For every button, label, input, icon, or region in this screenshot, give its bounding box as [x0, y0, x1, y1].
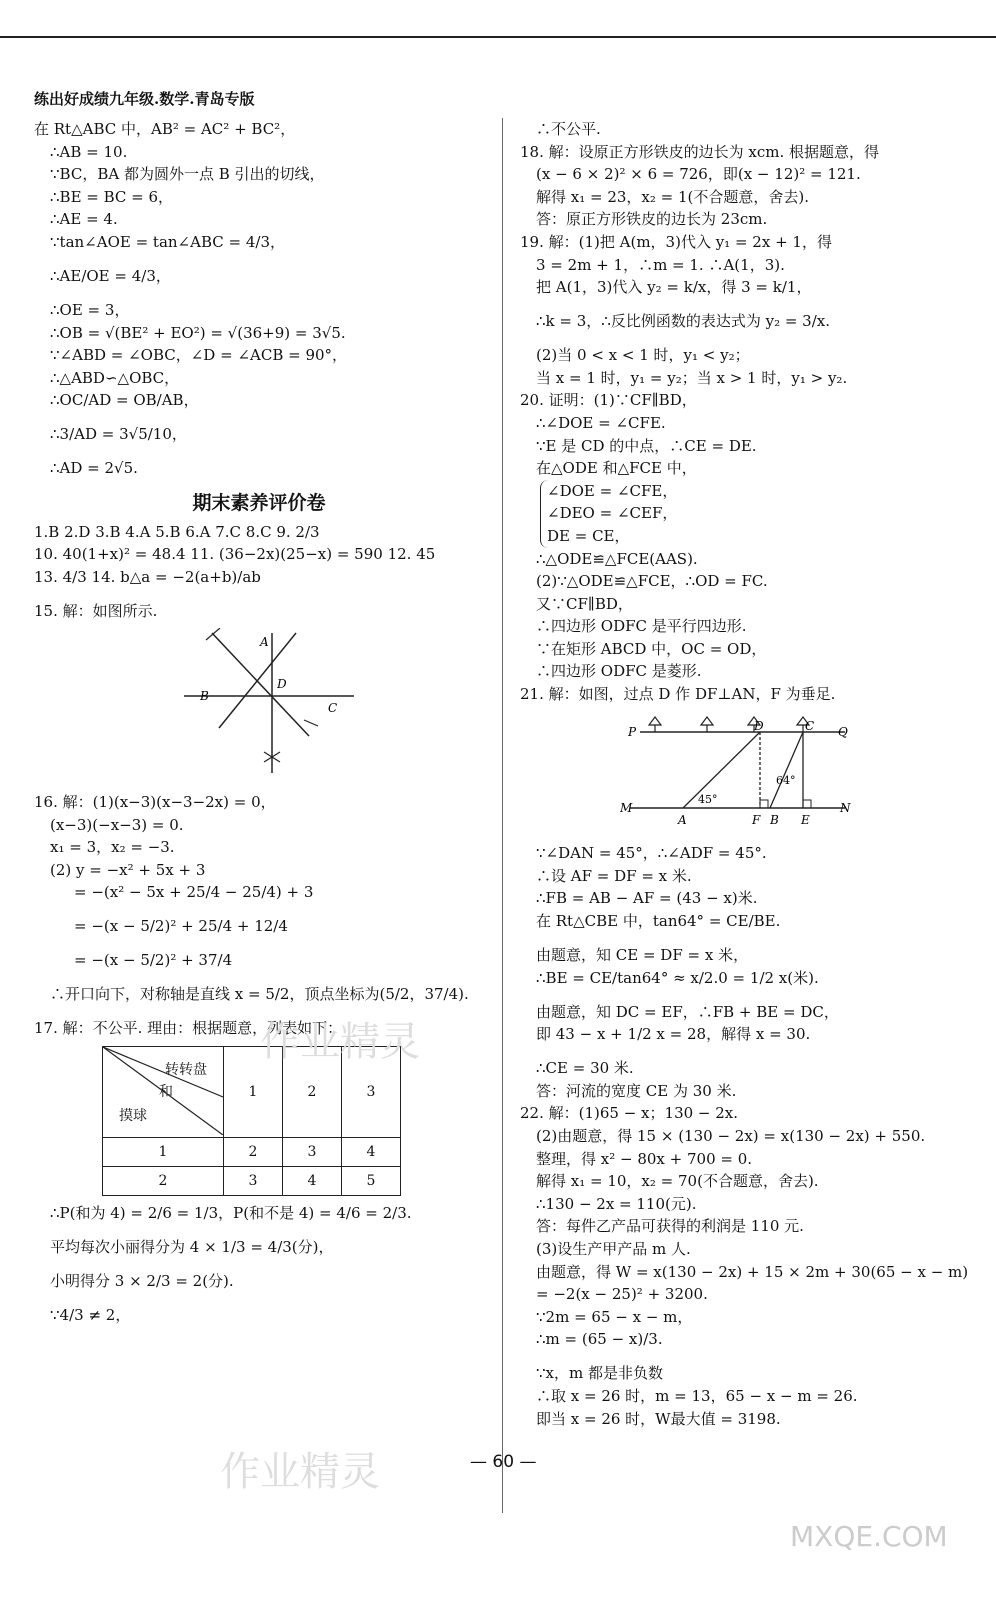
- label-d: D: [277, 677, 287, 692]
- watermark: 作业精灵: [220, 1449, 380, 1495]
- text-line: 小明得分 3 × 2/3 = 2(分).: [50, 1271, 234, 1290]
- text-line: ∴AB = 10.: [50, 142, 128, 161]
- text-line: ∴四边形 ODFC 是平行四边形.: [536, 617, 747, 636]
- label-a: A: [678, 812, 687, 827]
- text-line: ∴取 x = 26 时，m = 13，65 − x − m = 26.: [536, 1386, 858, 1405]
- text-line: ∴BE = BC = 6，: [50, 187, 174, 206]
- text-line: (2)当 0 < x < 1 时，y₁ < y₂；: [536, 346, 750, 365]
- text-line: ∵∠DAN = 45°，∴∠ADF = 45°.: [536, 844, 767, 863]
- table-row: [103, 1166, 401, 1195]
- text-line: ∴P(和为 4) = 2/6 = 1/3，P(和不是 4) = 4/6 = 2/3.: [50, 1203, 412, 1222]
- text-line: = −(x − 5/2)² + 37/4: [74, 951, 233, 970]
- sum-table: [102, 1046, 401, 1196]
- text-line: (2)由题意，得 15 × (130 − 2x) = x(130 − 2x) + 550.: [536, 1127, 926, 1145]
- table-corner-cell: [103, 1046, 224, 1137]
- text-line: ∴AE/OE = 4/3，: [50, 266, 171, 285]
- text-line: = −2(x − 25)² + 3200.: [536, 1285, 708, 1304]
- page-number: — 60 —: [470, 1452, 537, 1472]
- text-line: 由题意，知 CE = DF = x 米，: [536, 946, 749, 965]
- prev-solution-block-b: [34, 231, 484, 480]
- table-header-cell: 1: [224, 1046, 283, 1137]
- table-cell: 2: [224, 1137, 283, 1166]
- equation-brace-group: [540, 480, 990, 548]
- answer-line: 1.B 2.D 3.B 4.A 5.B 6.A 7.C 8.C 9. 2/3: [34, 522, 320, 541]
- label-c: C: [328, 701, 338, 716]
- figure-q21: [520, 712, 990, 837]
- watermark: MXQE.COM: [790, 1520, 948, 1553]
- text-line: ∵E 是 CD 的中点，∴CE = DE.: [536, 436, 757, 455]
- text-line: (x−3)(−x−3) = 0.: [50, 815, 184, 834]
- text-line: 19. 解：(1)把 A(m，3)代入 y₁ = 2x + 1，得: [520, 232, 832, 251]
- text-line: (2) y = −x² + 5x + 3: [50, 860, 206, 879]
- text-line: ∵4/3 ≠ 2，: [50, 1305, 131, 1324]
- angle-label-45: 45°: [698, 792, 718, 806]
- tree-icon: [649, 717, 661, 732]
- label-b: B: [200, 689, 209, 704]
- text-line: ∴FB = AB − AF = (43 − x)米.: [536, 889, 758, 908]
- text-line: 由题意，知 DC = EF，∴FB + BE = DC，: [536, 1002, 839, 1021]
- right-block-b: [520, 842, 990, 1430]
- text-line: 22. 解：(1)65 − x；130 − 2x.: [520, 1104, 739, 1123]
- label-c: C: [805, 718, 815, 733]
- text-line: 在 Rt△CBE 中，tan64° = CE/BE.: [536, 912, 781, 931]
- right-angle-mark: [760, 800, 768, 808]
- right-block-a: [520, 118, 990, 706]
- text-line: = −(x − 5/2)² + 25/4 + 12/4: [74, 917, 288, 936]
- answer-line: 13. 4/3 14. b△a = −2(a+b)/ab: [34, 567, 261, 586]
- text-line: ∴AE = 4.: [50, 210, 118, 229]
- text-line: ∵∠ABD = ∠OBC，∠D = ∠ACB = 90°，: [50, 346, 348, 365]
- text-line: 即当 x = 26 时，W最大值 = 3198.: [536, 1409, 781, 1428]
- answer-line: 15. 解：如图所示.: [34, 601, 158, 620]
- text-line: ∴BE = CE/tan64° ≈ x/2.0 = 1/2 x(米).: [536, 968, 819, 987]
- line-bc: [770, 732, 803, 808]
- text-line: 答：河流的宽度 CE 为 30 米.: [536, 1081, 737, 1100]
- text-line: DE = CE，: [547, 526, 630, 545]
- text-line: ∴设 AF = DF = x 米.: [536, 866, 692, 885]
- text-line: 由题意，得 W = x(130 − 2x) + 15 × 2m + 30(65 − x − m): [536, 1262, 969, 1281]
- text-line: 答：每件乙产品可获得的利润是 110 元.: [536, 1217, 804, 1236]
- column-divider: [502, 118, 503, 1513]
- table-row-head: 2: [103, 1166, 224, 1195]
- text-line: 解得 x₁ = 23，x₂ = 1(不合题意，舍去).: [536, 187, 810, 206]
- table-header-cell: 2: [283, 1046, 342, 1137]
- table-cell: 3: [283, 1137, 342, 1166]
- watermark: 作业精灵: [260, 1019, 420, 1065]
- text-line: ∴130 − 2x = 110(元).: [536, 1194, 697, 1213]
- label-a: A: [260, 635, 269, 650]
- answer-block: [34, 521, 484, 623]
- table-row-head: 1: [103, 1137, 224, 1166]
- text-line: ∵2m = 65 − x − m，: [536, 1307, 693, 1326]
- tree-icons: [649, 717, 809, 732]
- table-cell: 4: [342, 1137, 401, 1166]
- text-line: ∴AD = 2√5.: [50, 459, 138, 478]
- text-line: 18. 解：设原正方形铁皮的边长为 xcm. 根据题意，得: [520, 142, 880, 161]
- text-line: 即 43 − x + 1/2 x = 28，解得 x = 30.: [536, 1025, 811, 1044]
- text-line: = −(x² − 5x + 25/4 − 25/4) + 3: [74, 883, 314, 902]
- text-line: ∴△ABD∽△OBC，: [50, 368, 180, 387]
- top-rule: [0, 36, 996, 38]
- right-angle-mark: [803, 800, 811, 808]
- table-row: [103, 1137, 401, 1166]
- text-line: (x − 6 × 2)² × 6 = 726，即(x − 12)² = 121.: [536, 165, 861, 184]
- figure-q15: [34, 628, 484, 785]
- text-line: 解得 x₁ = 10，x₂ = 70(不合题意，舍去).: [536, 1172, 819, 1191]
- corner-mid-label: 和: [159, 1083, 173, 1100]
- text-line: ∵x，m 都是非负数: [536, 1364, 663, 1383]
- label-b: B: [770, 812, 779, 827]
- text-line: ∴k = 3，∴反比例函数的表达式为 y₂ = 3/x.: [536, 312, 831, 331]
- section-title: 期末素养评价卷: [192, 491, 326, 514]
- text-line: (2)∵△ODE≌△FCE，∴OD = FC.: [536, 572, 768, 591]
- text-line: ∴OB = √(BE² + EO²) = √(36+9) = 3√5.: [50, 323, 346, 342]
- text-line: ∴3/AD = 3√5/10，: [50, 425, 187, 444]
- line-ad: [683, 732, 760, 808]
- label-m: M: [620, 800, 633, 815]
- table-header-cell: 3: [342, 1046, 401, 1137]
- text-line: ∴m = (65 − x)/3.: [536, 1330, 663, 1349]
- text-line: 21. 解：如图，过点 D 作 DF⊥AN，F 为垂足.: [520, 685, 836, 704]
- text-line: 平均每次小丽得分为 4 × 1/3 = 4/3(分)，: [50, 1237, 334, 1256]
- label-e: E: [801, 812, 810, 827]
- text-line: ∴不公平.: [536, 120, 601, 138]
- text-line: ∴开口向下，对称轴是直线 x = 5/2，顶点坐标为(5/2，37/4).: [50, 985, 469, 1004]
- label-p: P: [628, 724, 637, 739]
- arc-mark: [304, 720, 318, 726]
- text-line: 20. 证明：(1)∵CF∥BD，: [520, 391, 697, 410]
- text-line: 又∵CF∥BD，: [536, 594, 633, 613]
- table-cell: 3: [224, 1166, 283, 1195]
- label-n: N: [840, 800, 851, 815]
- text-line: 把 A(1，3)代入 y₂ = k/x，得 3 = k/1，: [536, 278, 812, 297]
- text-line: 当 x = 1 时，y₁ = y₂；当 x > 1 时，y₁ > y₂.: [536, 368, 848, 387]
- text-line: ∠DOE = ∠CFE，: [547, 481, 678, 500]
- text-line: 答：原正方形铁皮的边长为 23cm.: [536, 210, 768, 229]
- text-line: 整理，得 x² − 80x + 700 = 0.: [536, 1149, 753, 1168]
- right-column: [520, 118, 990, 1430]
- river-diagram: [520, 712, 980, 830]
- text-line: ∴OE = 3，: [50, 300, 130, 319]
- left-column: [34, 118, 484, 1338]
- table-cell: 5: [342, 1166, 401, 1195]
- text-line: ∴四边形 ODFC 是菱形.: [536, 662, 702, 681]
- text-line: ∴△ODE≌△FCE(AAS).: [536, 549, 698, 568]
- page-header: 练出好成绩九年级.数学.青岛专版: [34, 90, 255, 108]
- text-line: ∵BC，BA 都为圆外一点 B 引出的切线，: [50, 165, 325, 184]
- text-line: ∵tan∠AOE = tan∠ABC = 4/3，: [50, 232, 285, 251]
- text-line: ∴CE = 30 米.: [536, 1059, 634, 1078]
- text-line: ∴∠DOE = ∠CFE.: [536, 413, 666, 432]
- tree-icon: [701, 717, 713, 732]
- text-line: 3 = 2m + 1，∴m = 1. ∴A(1，3).: [536, 255, 785, 274]
- label-d: D: [754, 718, 764, 733]
- label-q: Q: [838, 724, 848, 739]
- prev-solution-block-a: [34, 118, 484, 231]
- table-cell: 4: [283, 1166, 342, 1195]
- angle-label-64: 64°: [776, 773, 796, 787]
- text-line: ∠DEO = ∠CEF，: [547, 504, 678, 523]
- q16-block: [34, 791, 484, 1017]
- corner-top-label: 转转盘: [165, 1061, 207, 1078]
- text-line: ∵在矩形 ABCD 中，OC = OD，: [536, 639, 767, 658]
- text-line: 16. 解：(1)(x−3)(x−3−2x) = 0，: [34, 792, 276, 811]
- text-line: x₁ = 3，x₂ = −3.: [50, 838, 175, 857]
- answer-line: 10. 40(1+x)² = 48.4 11. (36−2x)(25−x) = 590 12. 45: [34, 545, 436, 564]
- text-line: ∴OC/AD = OB/AB，: [50, 391, 199, 410]
- construction-diagram: [34, 628, 484, 778]
- corner-bottom-label: 摸球: [119, 1107, 147, 1124]
- text-line: 在 Rt△ABC 中，AB² = AC² + BC²，: [34, 120, 296, 138]
- text-line: 17. 解：不公平. 理由：根据题意，列表如下：: [34, 1019, 343, 1038]
- text-line: 在△ODE 和△FCE 中，: [536, 459, 697, 478]
- text-line: (3)设生产甲产品 m 人.: [536, 1239, 691, 1258]
- label-f: F: [752, 812, 761, 827]
